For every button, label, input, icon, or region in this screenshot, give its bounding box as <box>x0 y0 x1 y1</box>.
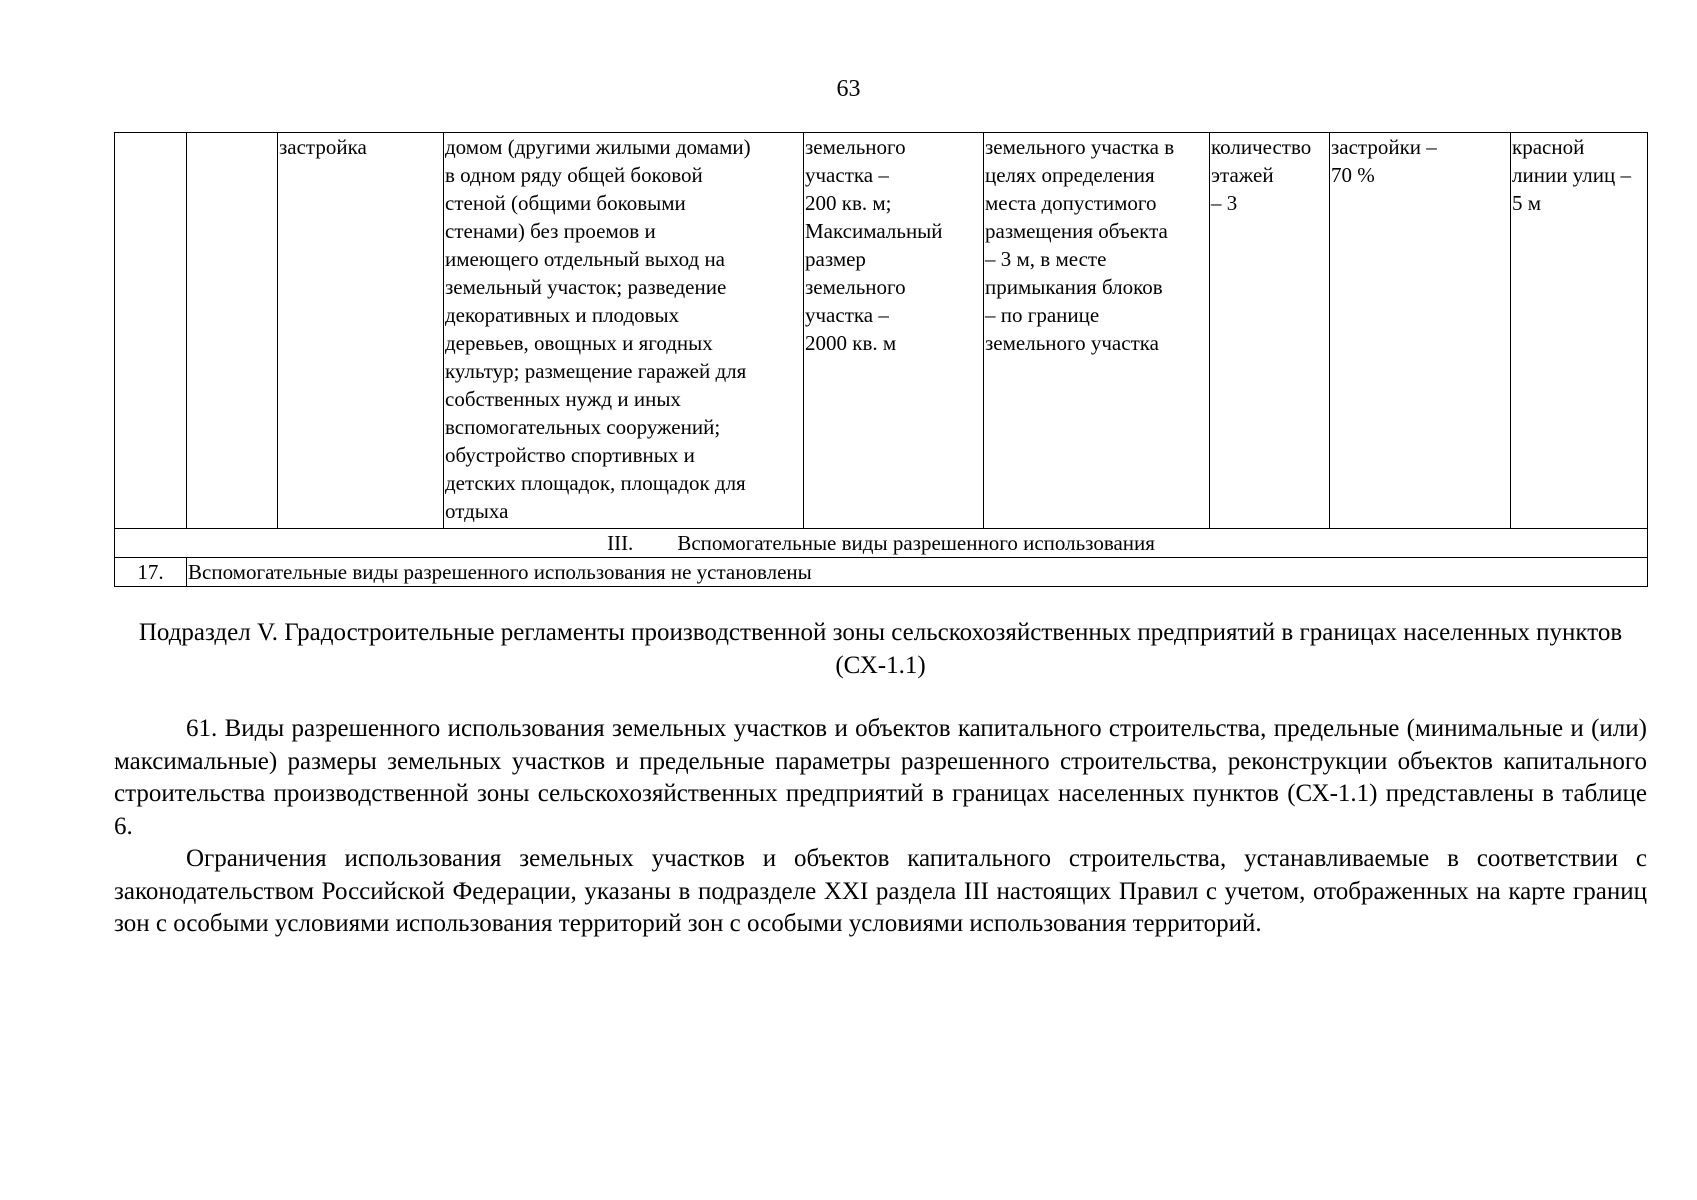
table-cell-floors: количество этажей – 3 <box>1210 133 1330 529</box>
table-row <box>115 558 1648 587</box>
table-cell-number <box>115 133 187 529</box>
paragraph-61: 61. Виды разрешенного использования земельных участков и объектов капитального строительства, предельные (минимальные и (или) максимальные) размеры земельных участков и предельные параметры разрешенного строительства, реконструкции объектов капитального строительства производственной зоны сельскохозяйственных предприятий в границах населенных пунктов (СХ-1.1) представлены в таблице 6. <box>114 715 1647 840</box>
table-cell-red-line: красной линии улиц – 5 м <box>1511 133 1648 529</box>
section-heading-text: Вспомогательные виды разрешенного использования <box>677 531 1155 555</box>
table-cell-code <box>187 133 278 529</box>
subsection-title: Подраздел V. Градостроительные регламенты производственной зоны сельскохозяйственных предприятий в границах населенных пунктов (СХ-1.1) <box>138 619 1623 679</box>
section-heading-cell <box>115 529 1648 558</box>
row-number-cell: 17. <box>115 558 187 587</box>
paragraph-restrictions: Ограничения использования земельных участков и объектов капитального строительства, устанавливаемые в соответствии с законодательством Российской Федерации, указаны в подразделе XXI раздела III настоящих Правил с учетом, отображенных на карте границ зон с особыми условиями использования территорий зон с особыми условиями использования территорий. <box>114 845 1647 937</box>
section-roman-numeral: III. <box>607 531 634 555</box>
table-cell-plot-size: земельного участка – 200 кв. м; Максимальный размер земельного участка – 2000 кв. м <box>804 133 984 529</box>
table-row <box>115 133 1648 529</box>
table-cell-use-name: застройка <box>278 133 444 529</box>
table-section-row <box>115 529 1648 558</box>
table-cell-coverage: застройки – 70 % <box>1330 133 1511 529</box>
row-text-cell: Вспомогательные виды разрешенного использования не установлены <box>187 558 1648 587</box>
table-cell-use-description: домом (другими жилыми домами) в одном ряду общей боковой стеной (общими боковыми стенами) без проемов и имеющего отдельный выход на земельный участок; разведение декоративных и плодовых деревьев, овощных и ягодных культур; размещение гаражей для собственных нужд и иных вспомогательных сооружений; обустройство спортивных и детских площадок, площадок для отдыха <box>444 133 804 529</box>
table-cell-setback: земельного участка в целях определения места допустимого размещения объекта – 3 м, в месте примыкания блоков – по границе земельного участка <box>984 133 1210 529</box>
body-text <box>114 713 1647 941</box>
regulations-table <box>114 132 1648 587</box>
page-number: 63 <box>836 76 861 102</box>
